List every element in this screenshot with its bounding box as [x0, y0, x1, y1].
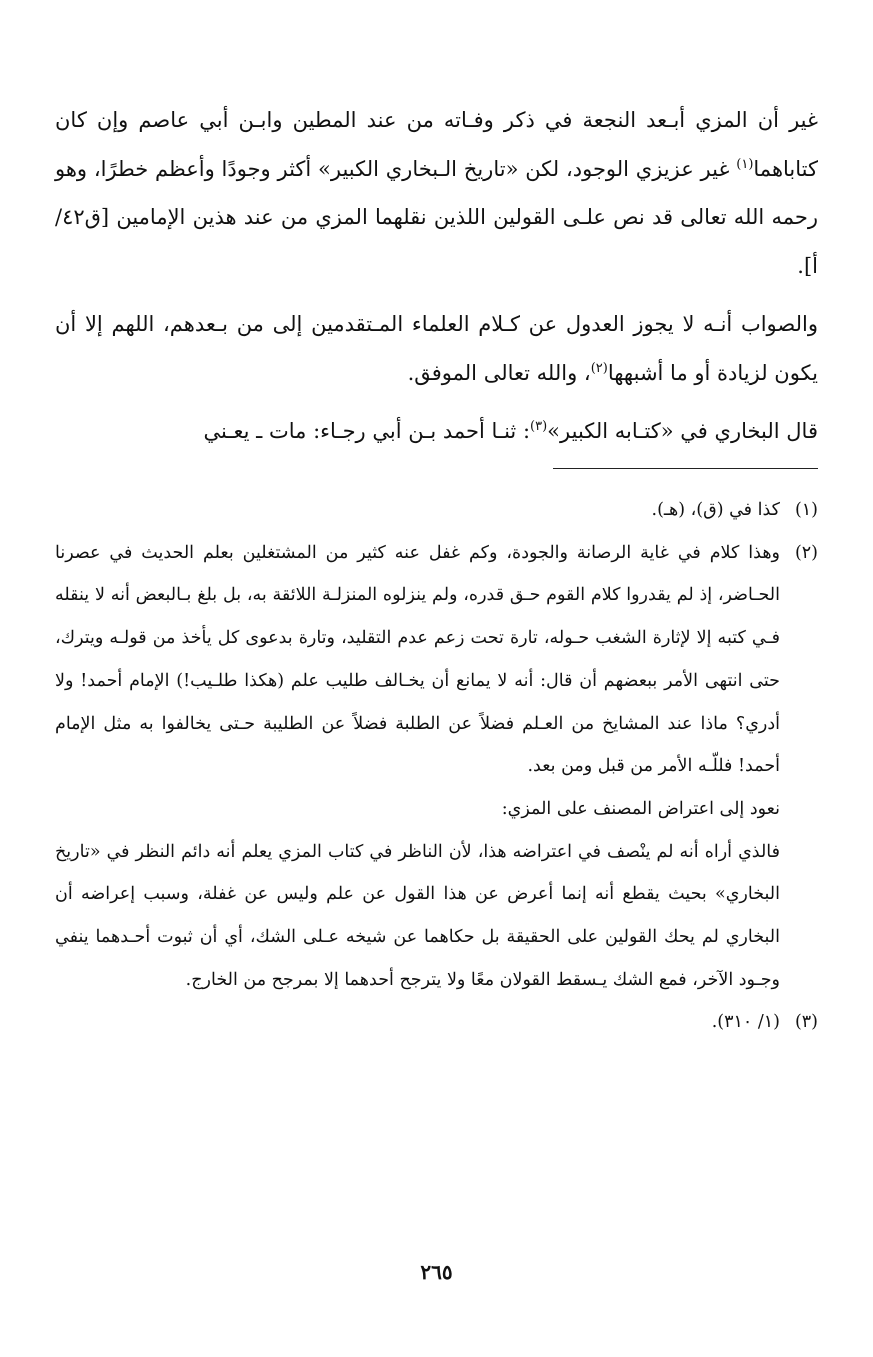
footnote-body: [55, 1001, 780, 1044]
footnote-paragraph: نعود إلى اعتراض المصنف على المزي:: [501, 798, 780, 819]
footnotes: [55, 489, 818, 1044]
footnote-3: [55, 1001, 818, 1044]
main-paragraph: غير أن المزي أبـعد النجعة في ذكر وفـاته من عند المطين وابـن أبي عاصم وإن كان كتاباهما$^{(١)}$ غير عزيزي الوجود، لكن «تاريخ الـبخاري الكبير» أكثر وجودًا وأعظم خطرًا، وهو رحمه الله تعالى قد نص علـى القولين اللذين نقلهما المزي من عند هذين الإمامين [ق٤٢/أ].: [55, 108, 818, 278]
footnote-2: [55, 532, 818, 1002]
footnote-number: (٢): [794, 542, 818, 563]
footnote-number: (١): [794, 500, 818, 520]
footnote-paragraph: كذا في (ق)، (هـ).: [651, 500, 780, 520]
main-paragraph: قال البخاري في «كتـابه الكبير»$^{(٣)}$: ثنـا أحمد بـن أبي رجـاء: مات ـ يعـني: [203, 419, 818, 443]
footnote-1: [55, 489, 818, 532]
footnote-paragraph: فالذي أراه أنه لم ينْصف في اعتراضه هذا، لأن الناظر في كتاب المزي يعلم أنه دائم النظر في «تاريخ البخاري» بحيث يقطع أنه إنما أعرض عن هذا القول عن علم وليس عن غفلة، وسبب إعراضه أن البخاري لم يحك القولين على الحقيقة بل حكاهما عن شيخه عـلى الشك، أي أن ثبوت أحـدهما ينفي وجـود الآخر، فمع الشك يـسقط القولان معًا ولا يترجح أحدهما إلا بمرجح من الخارج.: [55, 841, 780, 990]
footnote-paragraph: وهذا كلام في غاية الرصانة والجودة، وكم غفل عنه كثير من المشتغلين بعلم الحديث في عصرنا الحـاضر، إذ لم يقدروا كلام القوم حـق قدره، ولم ينزلوه المنزلـة اللائقة به، بل بلغ بـالبعض أنه لا ينقله فـي كتبه إلا لإثارة الشغب حـوله، تارة تحت زعم عدم التقليد، وتارة بدعوى كل يأخذ من قولـه ويترك، حتى انتهى الأمر ببعضهم أن قال: أنه لا يمانع أن يخـالف طليب علم (هكذا طلـيب!) الإمام أحمد! ولا أدري؟ ماذا عند المشايخ من العـلم فضلاً عن الطلبة فضلاً عن الطليبة حـتى يخالفوا به مثل الإمام أحمد! فللّـه الأمر من قبل ومن بعد.: [55, 542, 780, 777]
footnote-ref: (٢): [590, 360, 608, 376]
footnote-ref: (٣): [530, 419, 548, 434]
footnote-ref: (١): [736, 156, 754, 172]
footnote-body: [55, 532, 780, 1002]
footnote-divider: [553, 468, 818, 469]
footnote-paragraph: (١/ ٣١٠).: [711, 1012, 780, 1033]
main-text: [55, 96, 818, 466]
footnote-body: [55, 489, 780, 532]
main-paragraph: والصواب أنـه لا يجوز العدول عن كـلام العلماء المـتقدمين إلى من بـعدهم، اللهم إلا أن يكون لزيادة أو ما أشبهها$^{(٢)}$، والله تعالى الموفق.: [55, 312, 818, 385]
footnote-number: (٣): [794, 1012, 818, 1033]
page-number: ٢٦٥: [420, 1260, 453, 1284]
